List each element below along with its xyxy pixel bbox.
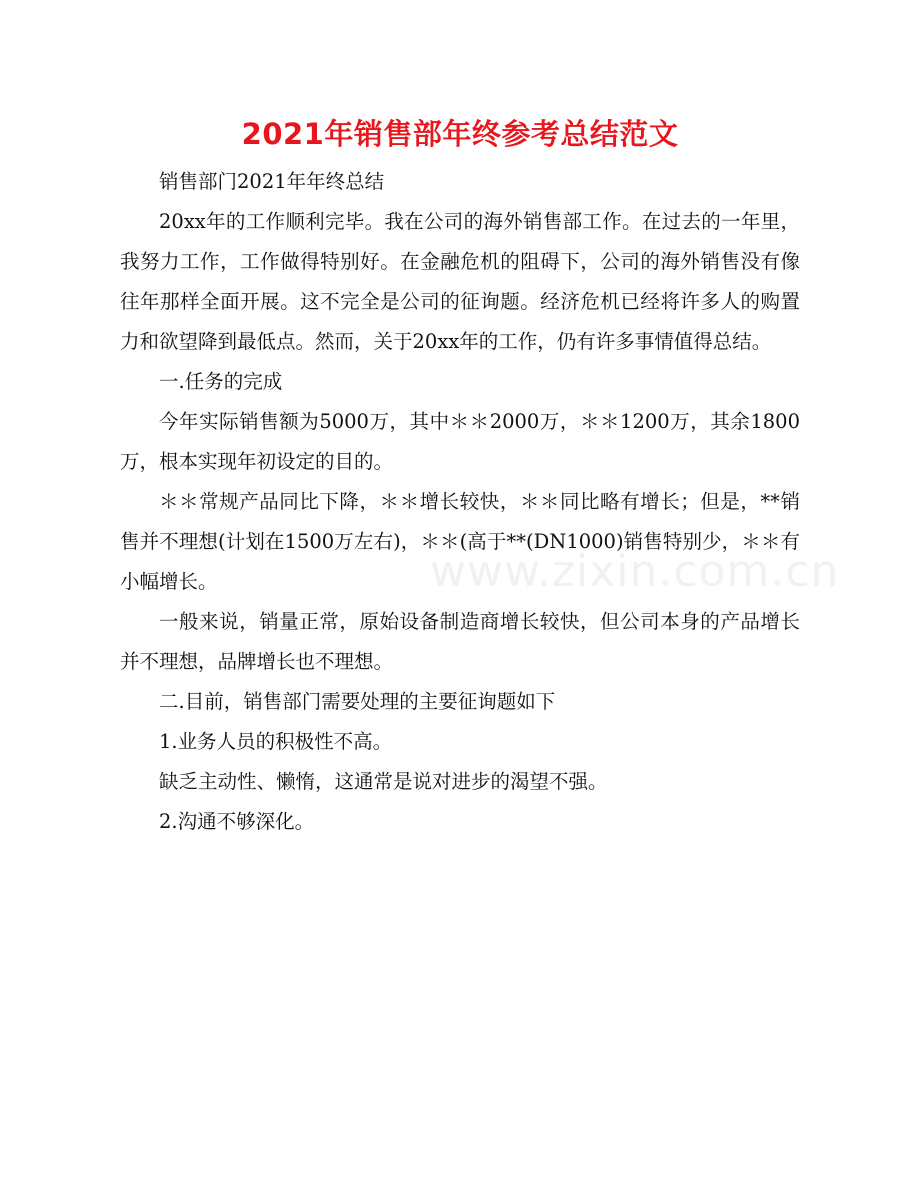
list-item-1: 1.业务人员的积极性不高。 [159,730,393,753]
document-body [120,162,800,842]
list-item-2: 2.沟通不够深化。 [159,810,315,833]
paragraph-sales-figures: 今年实际销售额为5000万，其中＊＊2000万，＊＊1200万，其余1800万，根本实现年初设定的目的。 [120,410,800,473]
paragraph-general-summary: 一般来说，销量正常，原始设备制造商增长较快，但公司本身的产品增长并不理想，品牌增长也不理想。 [120,610,800,673]
document-title: 2021年销售部年终参考总结范文 [241,117,679,151]
section-heading-problems: 二.目前，销售部门需要处理的主要征询题如下 [159,690,556,713]
paragraph-product-growth: ＊＊常规产品同比下降，＊＊增长较快，＊＊同比略有增长；但是，**销售并不理想(计划在1500万左右)，＊＊(高于**(DN1000)销售特别少，＊＊有小幅增长。 [120,490,800,593]
paragraph-initiative: 缺乏主动性、懒惰，这通常是说对进步的渴望不强。 [159,770,608,793]
paragraph-heading: 销售部门2021年年终总结 [159,170,385,193]
watermark: www.zixin.com.cn [430,546,840,597]
paragraph-intro: 20xx年的工作顺利完毕。我在公司的海外销售部工作。在过去的一年里，我努力工作，工作做得特别好。在金融危机的阻碍下，公司的海外销售没有像往年那样全面开展。这不完全是公司的征询题。经济危机已经将许多人的购置力和欲望降到最低点。然而，关于20xx年的工作，仍有许多事情值得总结。 [120,210,800,353]
section-heading-tasks: 一.任务的完成 [159,370,283,393]
